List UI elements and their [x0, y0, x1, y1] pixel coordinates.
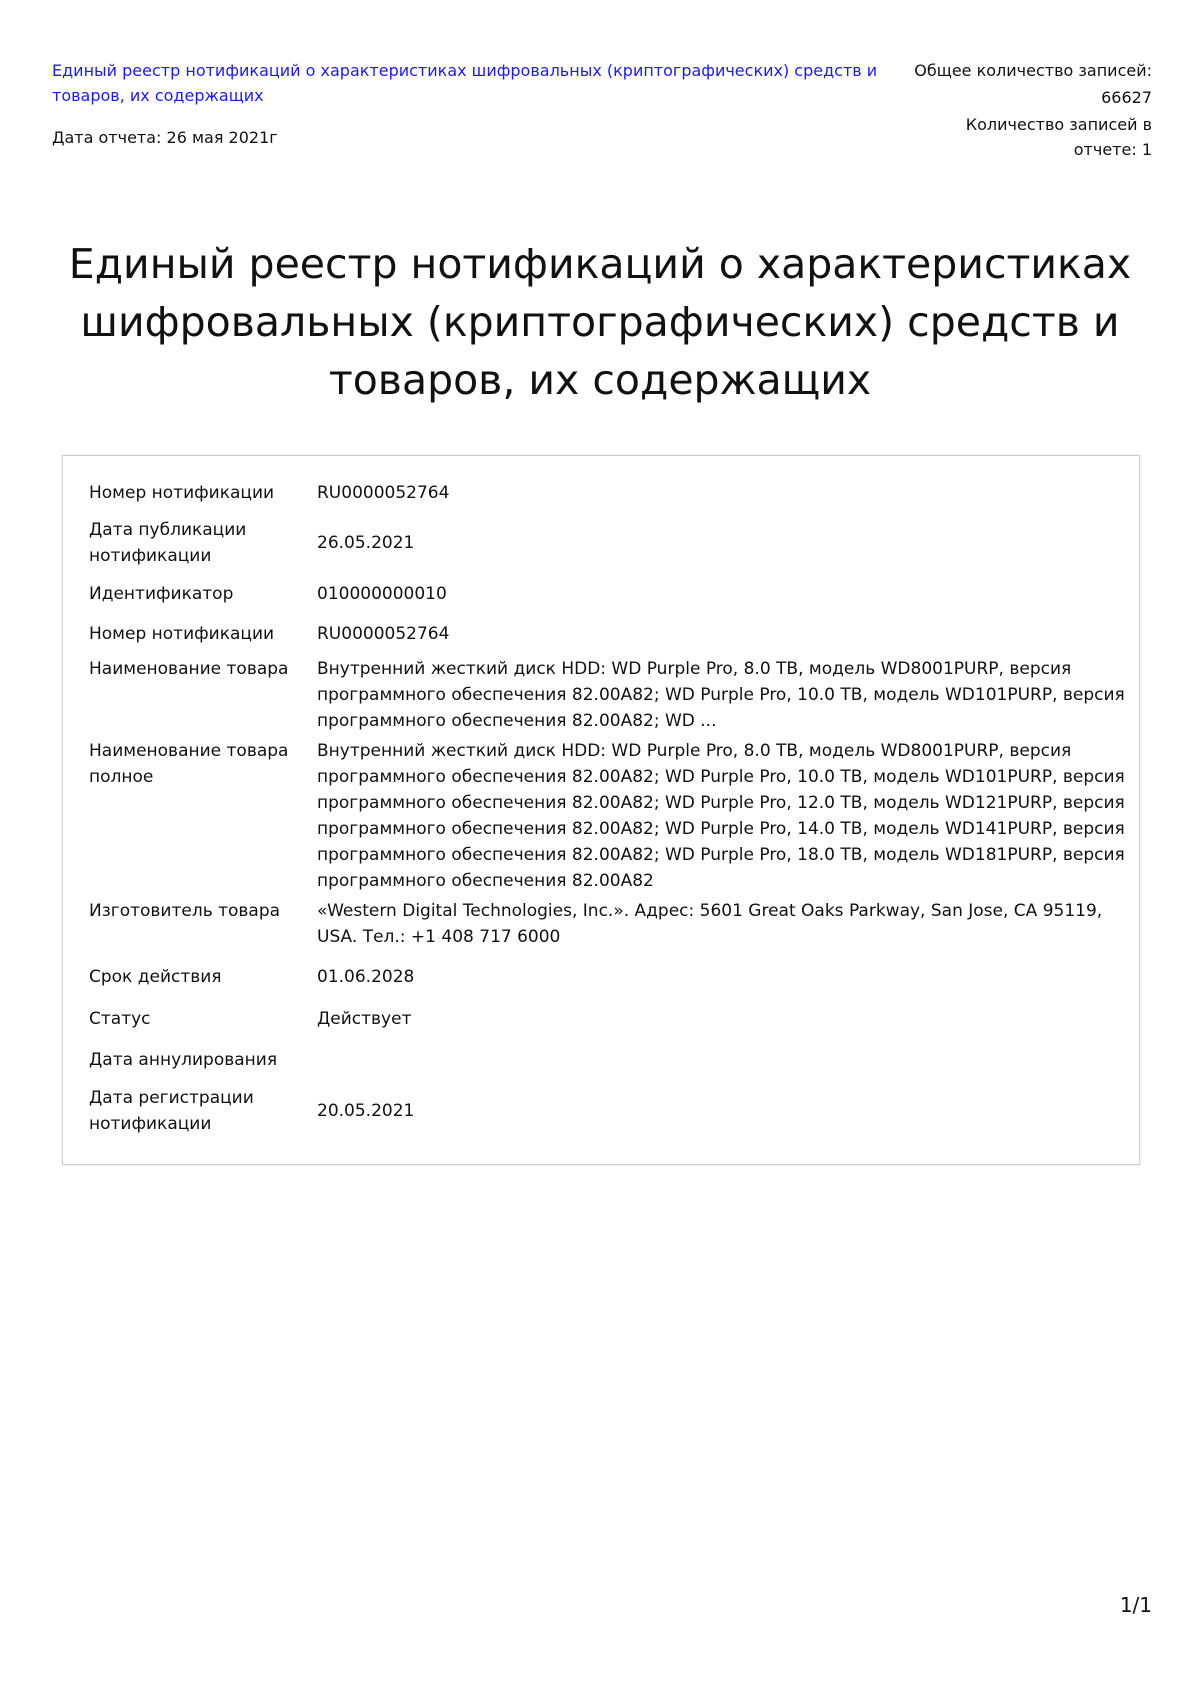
field-label: Номер нотификации	[89, 483, 275, 503]
field-row-notification-number	[89, 474, 1129, 512]
field-row-identifier	[89, 574, 1129, 614]
field-row-product-name	[89, 654, 1129, 738]
field-value: RU0000052764	[317, 483, 450, 503]
field-value: «Western Digital Technologies, Inc.». Адрес: 5601 Great Oaks Parkway, San Jose, CA 95119, USA. Тел.: +1 408 717 6000	[317, 901, 1103, 947]
report-records-label: Количество записей в отчете: 1	[965, 115, 1152, 159]
field-value: Внутренний жесткий диск HDD: WD Purple Pro, 8.0 TB, модель WD8001PURP, версия программного обеспечения 82.00A82; WD Purple Pro, 10.0 TB, модель WD101PURP, версия программного обеспечения 82.00A82; WD ...	[317, 659, 1125, 731]
field-label: Наименование товара	[89, 659, 289, 679]
field-row-status	[89, 998, 1129, 1040]
field-value: 010000000010	[317, 584, 447, 604]
field-row-manufacturer	[89, 898, 1129, 956]
field-label: Изготовитель товара	[89, 901, 281, 921]
field-row-registration-date	[89, 1080, 1129, 1142]
field-value: Внутренний жесткий диск HDD: WD Purple Pro, 8.0 TB, модель WD8001PURP, версия программного обеспечения 82.00A82; WD Purple Pro, 10.0 TB, модель WD101PURP, версия программного обеспечения 82.00A82; WD Purple Pro, 12.0 TB, модель WD121PURP, версия программного обеспечения 82.00A82; WD Purple Pro, 14.0 TB, модель WD141PURP, версия программного обеспечения 82.00A82; WD Purple Pro, 18.0 TB, модель WD181PURP, версия программного обеспечения 82.00A82	[317, 741, 1125, 891]
field-label: Идентификатор	[89, 584, 234, 604]
field-label: Статус	[89, 1009, 151, 1029]
record-fields	[89, 474, 1129, 1142]
page-number: 1/1	[1119, 1593, 1152, 1617]
total-records-value: 66627	[1101, 88, 1152, 107]
field-value: RU0000052764	[317, 624, 450, 644]
field-value: 26.05.2021	[317, 533, 415, 553]
field-row-validity-period	[89, 956, 1129, 998]
report-date: Дата отчета: 26 мая 2021г	[52, 128, 278, 147]
field-label: Наименование товара полное	[89, 741, 289, 787]
report-header	[52, 58, 1152, 168]
registry-link[interactable]: Единый реестр нотификаций о характеристиках шифровальных (криптографических) средств и товаров, их содержащих	[52, 61, 878, 105]
document-title: Единый реестр нотификаций о характеристиках шифровальных (криптографических) средств и товаров, их содержащих	[68, 240, 1132, 404]
field-label: Срок действия	[89, 967, 222, 987]
field-row-cancellation-date	[89, 1040, 1129, 1080]
notification-record	[62, 455, 1140, 1165]
field-label: Номер нотификации	[89, 624, 275, 644]
field-value: Действует	[317, 1009, 412, 1029]
field-label: Дата публикации нотификации	[89, 520, 247, 566]
field-row-notification-number-2	[89, 614, 1129, 654]
field-row-product-full-name	[89, 738, 1129, 898]
record-counts	[902, 58, 1152, 164]
field-row-publication-date	[89, 512, 1129, 574]
field-value: 01.06.2028	[317, 967, 415, 987]
total-records-label: Общее количество записей:	[914, 61, 1152, 80]
field-label: Дата регистрации нотификации	[89, 1088, 254, 1134]
field-value: 20.05.2021	[317, 1101, 415, 1121]
field-label: Дата аннулирования	[89, 1050, 278, 1070]
